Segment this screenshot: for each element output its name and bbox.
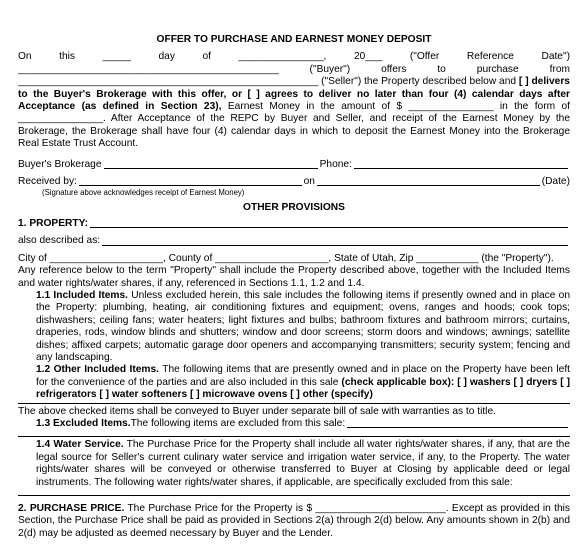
also-described-field[interactable] — [102, 245, 568, 246]
property-reference: Any reference below to the term "Property" shall include the Property described above, together with the Included Items and water rights/water shares, if any, referenced in Sections 1.1, 1.2 and 1.4. — [18, 265, 570, 289]
property-field[interactable] — [90, 227, 568, 228]
intro-rest-text: Earnest Money in the amount of $ _______________ in the form of _______________. After Acceptance of the REPC by Buyer and Seller, and receipt of the Earnest Money by the Brokerage, the Brokerage shall have four (4) calendar days in which to deposit the Earnest Money into the Brokerage Real Estate Trust Account. — [18, 101, 570, 150]
section-2-label: 2. PURCHASE PRICE. — [18, 503, 125, 514]
other-specify-line[interactable] — [18, 403, 570, 404]
section-1-3-text: The following items are excluded from this sale: — [130, 417, 346, 429]
property-heading: 1. PROPERTY: — [18, 217, 89, 229]
received-date-field[interactable] — [317, 185, 540, 186]
excluded-items-line-2[interactable] — [18, 436, 570, 437]
section-1-3-label: 1.3 Excluded Items. — [36, 417, 131, 429]
on-label: on — [303, 176, 315, 188]
section-1-4 — [18, 439, 570, 489]
received-by-field[interactable] — [79, 185, 302, 186]
received-line — [18, 176, 570, 188]
section-1-2 — [18, 364, 570, 401]
city-line: City of ____________________, County of ____________________, State of Utah, Zip ___________ (the "Property"). — [18, 252, 554, 264]
signature-note: (Signature above acknowledges receipt of Earnest Money) — [42, 188, 245, 198]
section-1-2-after: The above checked items shall be conveyed to Buyer under separate bill of sale with warranties as to title. — [18, 405, 496, 417]
property-line — [18, 218, 570, 230]
section-2-text: The Purchase Price for the Property is $ _______________________. Except as provided in this Section, the Purchase Price shall be paid as provided in Sections 2(a) through 2(d) below. Any amounts shown in 2(b) and 2(d) may be adjusted as deemed necessary by Buyer and the Lender. — [18, 503, 570, 539]
section-1-1 — [18, 290, 570, 364]
section-2 — [18, 503, 570, 540]
section-1-2-label: 1.2 Other Included Items. — [36, 364, 159, 376]
received-label: Received by: — [18, 176, 77, 188]
phone-field[interactable] — [354, 168, 568, 169]
intro-text: On this _____ day of _______________, 20___ ("Offer Reference Date") ______________________________________________ ("Buyer") offers to purchase from _____________________________________________________ ("Seller") the Property described below and — [18, 51, 570, 88]
document-title: OFFER TO PURCHASE AND EARNEST MONEY DEPOSIT — [156, 34, 432, 45]
brokerage-line — [18, 159, 570, 171]
phone-label: Phone: — [319, 158, 352, 170]
section-1-3 — [18, 418, 570, 430]
section-1-1-text: Unless excluded herein, this sale includes the following items if presently owned and in place on the Property: plumbing, heating, air conditioning fixtures and equipment; ovens, ranges and hoods; cook tops; dishwashers; ceiling fans; water heaters; light fixtures and bulbs; bathroom fixtures and bathroom mirrors; curtains, draperies, rods, window blinds and shutters; window and door screens; storm doors and windows; awnings; satellite dishes; affixed carpets; automatic garage door openers and accompanying transmitters; security system; fencing and any landscaping. — [36, 289, 570, 363]
other-provisions-heading: OTHER PROVISIONS — [243, 202, 345, 214]
also-described-line — [18, 235, 570, 247]
section-1-2-checkboxes[interactable]: (check applicable box): [ ] washers [ ] dryers [ ] refrigerators [ ] water softeners [ ] microwave ovens [ ] other (specify) — [36, 376, 570, 401]
date-label: (Date) — [541, 176, 570, 188]
section-1-2-text: The following items that are presently owned and in place on the Property have been left for the convenience of the parties and are also included in this sale — [36, 364, 570, 388]
brokerage-label: Buyer's Brokerage — [18, 158, 102, 170]
intro-paragraph — [18, 51, 570, 150]
section-1-1-label: 1.1 Included Items. — [36, 289, 128, 301]
also-described-label: also described as: — [18, 235, 101, 247]
brokerage-field[interactable] — [104, 168, 318, 169]
excluded-items-field[interactable] — [347, 427, 568, 428]
intro-bold-text: [ ] delivers to the Buyer's Brokerage with this offer, or [ ] agrees to deliver no later than four (4) calendar days after Acceptance (as defined in Section 23), — [18, 76, 570, 113]
water-excluded-line-2[interactable] — [18, 495, 570, 496]
section-1-4-label: 1.4 Water Service. — [36, 439, 124, 451]
section-1-4-text: The Purchase Price for the Property shall include all water rights/water shares, if any, that are the legal source for Seller's current culinary water service and irrigation water service, if any, to the Property. The water rights/water shares will be conveyed or otherwise transferred to Buyer at Closing by applicable deed or legal instruments. The following water rights/water shares, if applicable, are specifically excluded from this sale: — [36, 439, 570, 488]
